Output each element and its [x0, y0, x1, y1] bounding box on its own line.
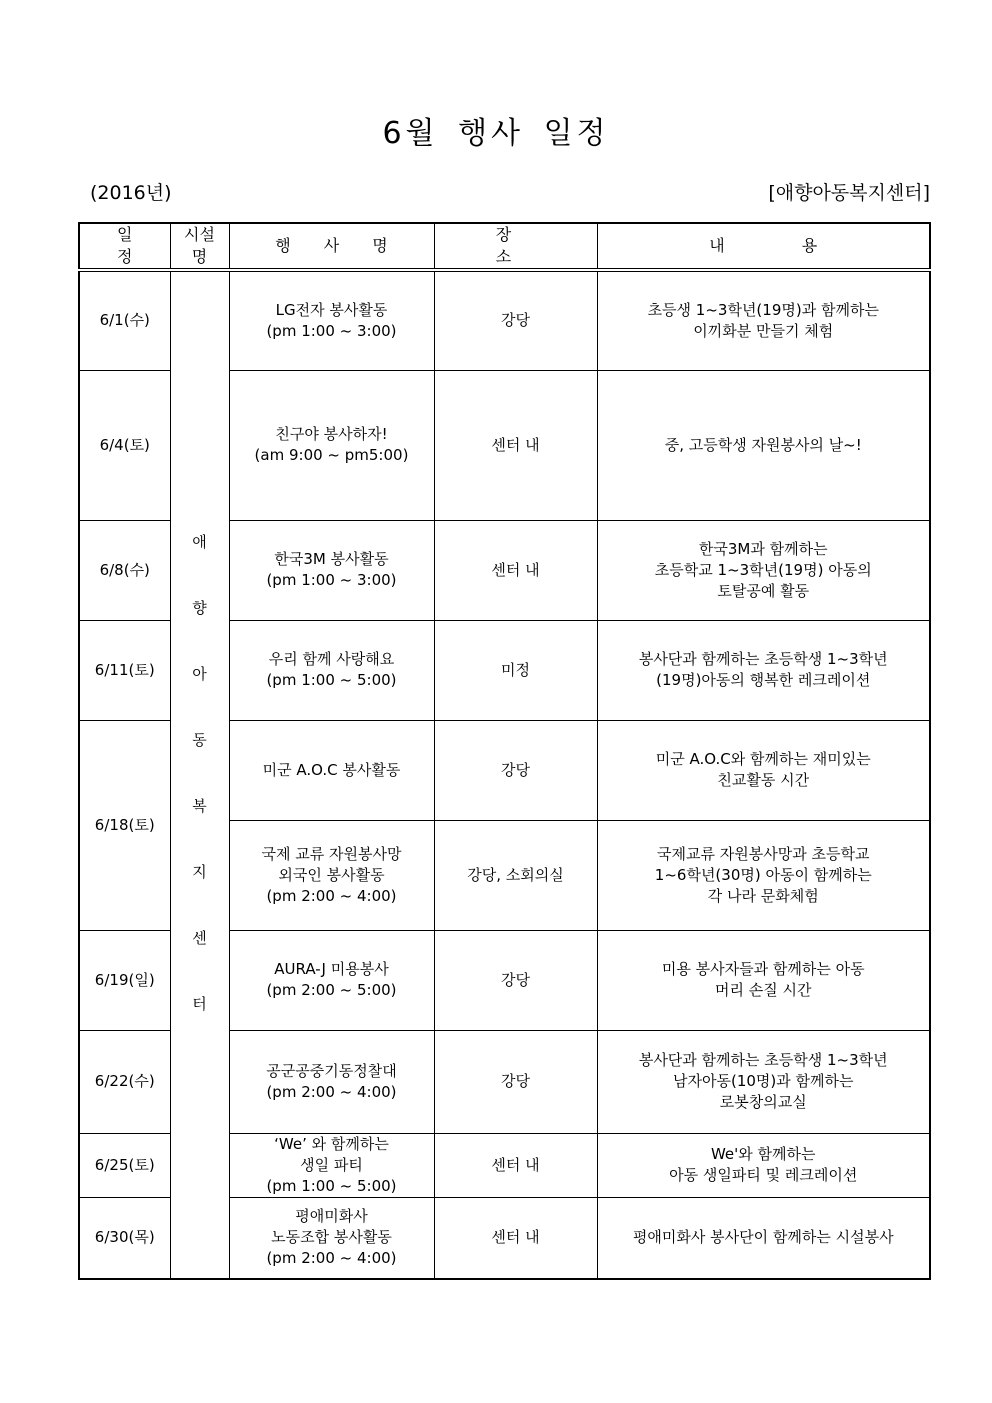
- place-cell: 센터 내: [434, 1197, 597, 1279]
- event-cell: [229, 370, 434, 520]
- content-line: 국제교류 자원봉사망과 초등학교: [657, 844, 870, 863]
- content-line: 이끼화분 만들기 체험: [693, 321, 834, 340]
- year-label: (2016년): [90, 182, 172, 204]
- header-content: 내 용: [597, 223, 930, 270]
- place-cell: 강당: [434, 930, 597, 1030]
- date-cell: 6/4(토): [79, 370, 170, 520]
- content-cell: [597, 1197, 930, 1279]
- place-cell: 강당, 소회의실: [434, 820, 597, 930]
- content-line: 평애미화사 봉사단이 함께하는 시설봉사: [632, 1228, 894, 1247]
- event-line: 평애미화사: [295, 1207, 368, 1226]
- content-line: 남자아동(10명)과 함께하는: [673, 1072, 854, 1090]
- facility-char: 지: [192, 863, 207, 881]
- event-line: 한국3M 봉사활동: [274, 550, 389, 568]
- content-line: 머리 손질 시간: [715, 981, 812, 999]
- facility-cell: [170, 270, 229, 1279]
- event-cell: [229, 520, 434, 620]
- event-line: (pm 1:00 ~ 3:00): [266, 571, 397, 589]
- content-line: 중, 고등학생 자원봉사의 날~!: [664, 435, 862, 454]
- date-cell: 6/8(수): [79, 520, 170, 620]
- event-cell: [229, 820, 434, 930]
- content-cell: [597, 620, 930, 720]
- date-cell: 6/22(수): [79, 1030, 170, 1133]
- event-line: ‘We’ 와 함께하는: [274, 1134, 389, 1153]
- date-cell: 6/11(토): [79, 620, 170, 720]
- event-line: (pm 1:00 ~ 3:00): [266, 321, 397, 340]
- event-line: LG전자 봉사활동: [275, 300, 388, 319]
- content-line: We'와 함께하는: [710, 1145, 816, 1163]
- place-cell: 강당: [434, 270, 597, 370]
- event-line: (pm 2:00 ~ 5:00): [266, 981, 397, 999]
- event-line: 노동조합 봉사활동: [271, 1228, 392, 1247]
- event-cell: [229, 720, 434, 820]
- content-cell: [597, 520, 930, 620]
- content-line: 봉사단과 함께하는 초등학생 1~3학년: [638, 1051, 888, 1069]
- event-cell: [229, 620, 434, 720]
- date-cell: 6/18(토): [79, 720, 170, 930]
- content-line: (19명)아동의 행복한 레크레이션: [656, 671, 871, 689]
- place-cell: 강당: [434, 720, 597, 820]
- event-cell: [229, 1197, 434, 1279]
- event-line: 공군공중기동정찰대: [266, 1061, 397, 1080]
- place-cell: 센터 내: [434, 520, 597, 620]
- header-place: 장 소: [434, 223, 597, 270]
- content-cell: [597, 720, 930, 820]
- organization-label: [애향아동복지센터]: [768, 182, 930, 204]
- content-line: 미군 A.O.C와 함께하는 재미있는: [655, 750, 871, 768]
- event-line: 미군 A.O.C 봉사활동: [262, 760, 401, 779]
- place-cell: 미정: [434, 620, 597, 720]
- event-line: (pm 2:00 ~ 4:00): [266, 1249, 397, 1268]
- header-facility-text: 시설명: [184, 225, 215, 266]
- place-cell: 센터 내: [434, 370, 597, 520]
- content-cell: [597, 270, 930, 370]
- event-line: (pm 2:00 ~ 4:00): [266, 886, 397, 905]
- schedule-table: [78, 222, 931, 1280]
- content-cell: [597, 370, 930, 520]
- content-line: 초등학교 1~3학년(19명) 아동의: [654, 560, 872, 579]
- header-row: [79, 223, 930, 270]
- content-line: 토탈공예 활동: [717, 581, 810, 600]
- event-line: 생일 파티: [300, 1155, 363, 1174]
- content-cell: [597, 1133, 930, 1197]
- content-line: 로봇창의교실: [719, 1093, 807, 1111]
- page-title: 6월 행사 일정: [382, 116, 610, 151]
- event-cell: [229, 1030, 434, 1133]
- facility-char: 동: [192, 731, 207, 749]
- table-row: [79, 270, 930, 370]
- event-line: (am 9:00 ~ pm5:00): [254, 446, 409, 464]
- content-line: 초등생 1~3학년(19명)과 함께하는: [647, 300, 879, 319]
- content-line: 각 나라 문화체험: [707, 886, 819, 905]
- event-cell: [229, 270, 434, 370]
- content-cell: [597, 820, 930, 930]
- content-line: 친교활동 시간: [717, 771, 810, 789]
- content-line: 아동 생일파티 및 레크레이션: [669, 1166, 858, 1184]
- header-date: 일 정: [79, 223, 170, 270]
- event-line: (pm 2:00 ~ 4:00): [266, 1082, 397, 1101]
- facility-char: 터: [192, 995, 207, 1013]
- event-line: (pm 1:00 ~ 5:00): [266, 1176, 397, 1195]
- facility-char: 복: [192, 797, 207, 815]
- content-line: 미용 봉사자들과 함께하는 아동: [661, 960, 865, 978]
- content-line: 1~6학년(30명) 아동이 함께하는: [654, 865, 872, 884]
- event-line: 외국인 봉사활동: [278, 865, 385, 884]
- place-cell: 센터 내: [434, 1133, 597, 1197]
- event-line: (pm 1:00 ~ 5:00): [266, 671, 397, 689]
- date-cell: 6/25(토): [79, 1133, 170, 1197]
- header-event: 행 사 명: [229, 223, 434, 270]
- event-cell: [229, 1133, 434, 1197]
- place-cell: 강당: [434, 1030, 597, 1133]
- content-cell: [597, 1030, 930, 1133]
- date-cell: 6/19(일): [79, 930, 170, 1030]
- content-line: 봉사단과 함께하는 초등학생 1~3학년: [638, 650, 888, 668]
- date-cell: 6/1(수): [79, 270, 170, 370]
- event-line: 친구야 봉사하자!: [275, 425, 388, 443]
- facility-char: 아: [192, 665, 207, 683]
- facility-char: 향: [192, 599, 207, 617]
- event-cell: [229, 930, 434, 1030]
- content-line: 한국3M과 함께하는: [698, 539, 828, 558]
- date-cell: 6/30(목): [79, 1197, 170, 1279]
- schedule-body: [79, 270, 930, 1279]
- facility-char: 애: [192, 533, 207, 551]
- event-line: 국제 교류 자원봉사망: [261, 844, 402, 863]
- facility-name: [171, 532, 229, 1014]
- header-facility: [170, 223, 229, 270]
- event-line: AURA-J 미용봉사: [274, 960, 389, 978]
- content-cell: [597, 930, 930, 1030]
- facility-char: 센: [192, 929, 207, 947]
- event-line: 우리 함께 사랑해요: [268, 650, 395, 668]
